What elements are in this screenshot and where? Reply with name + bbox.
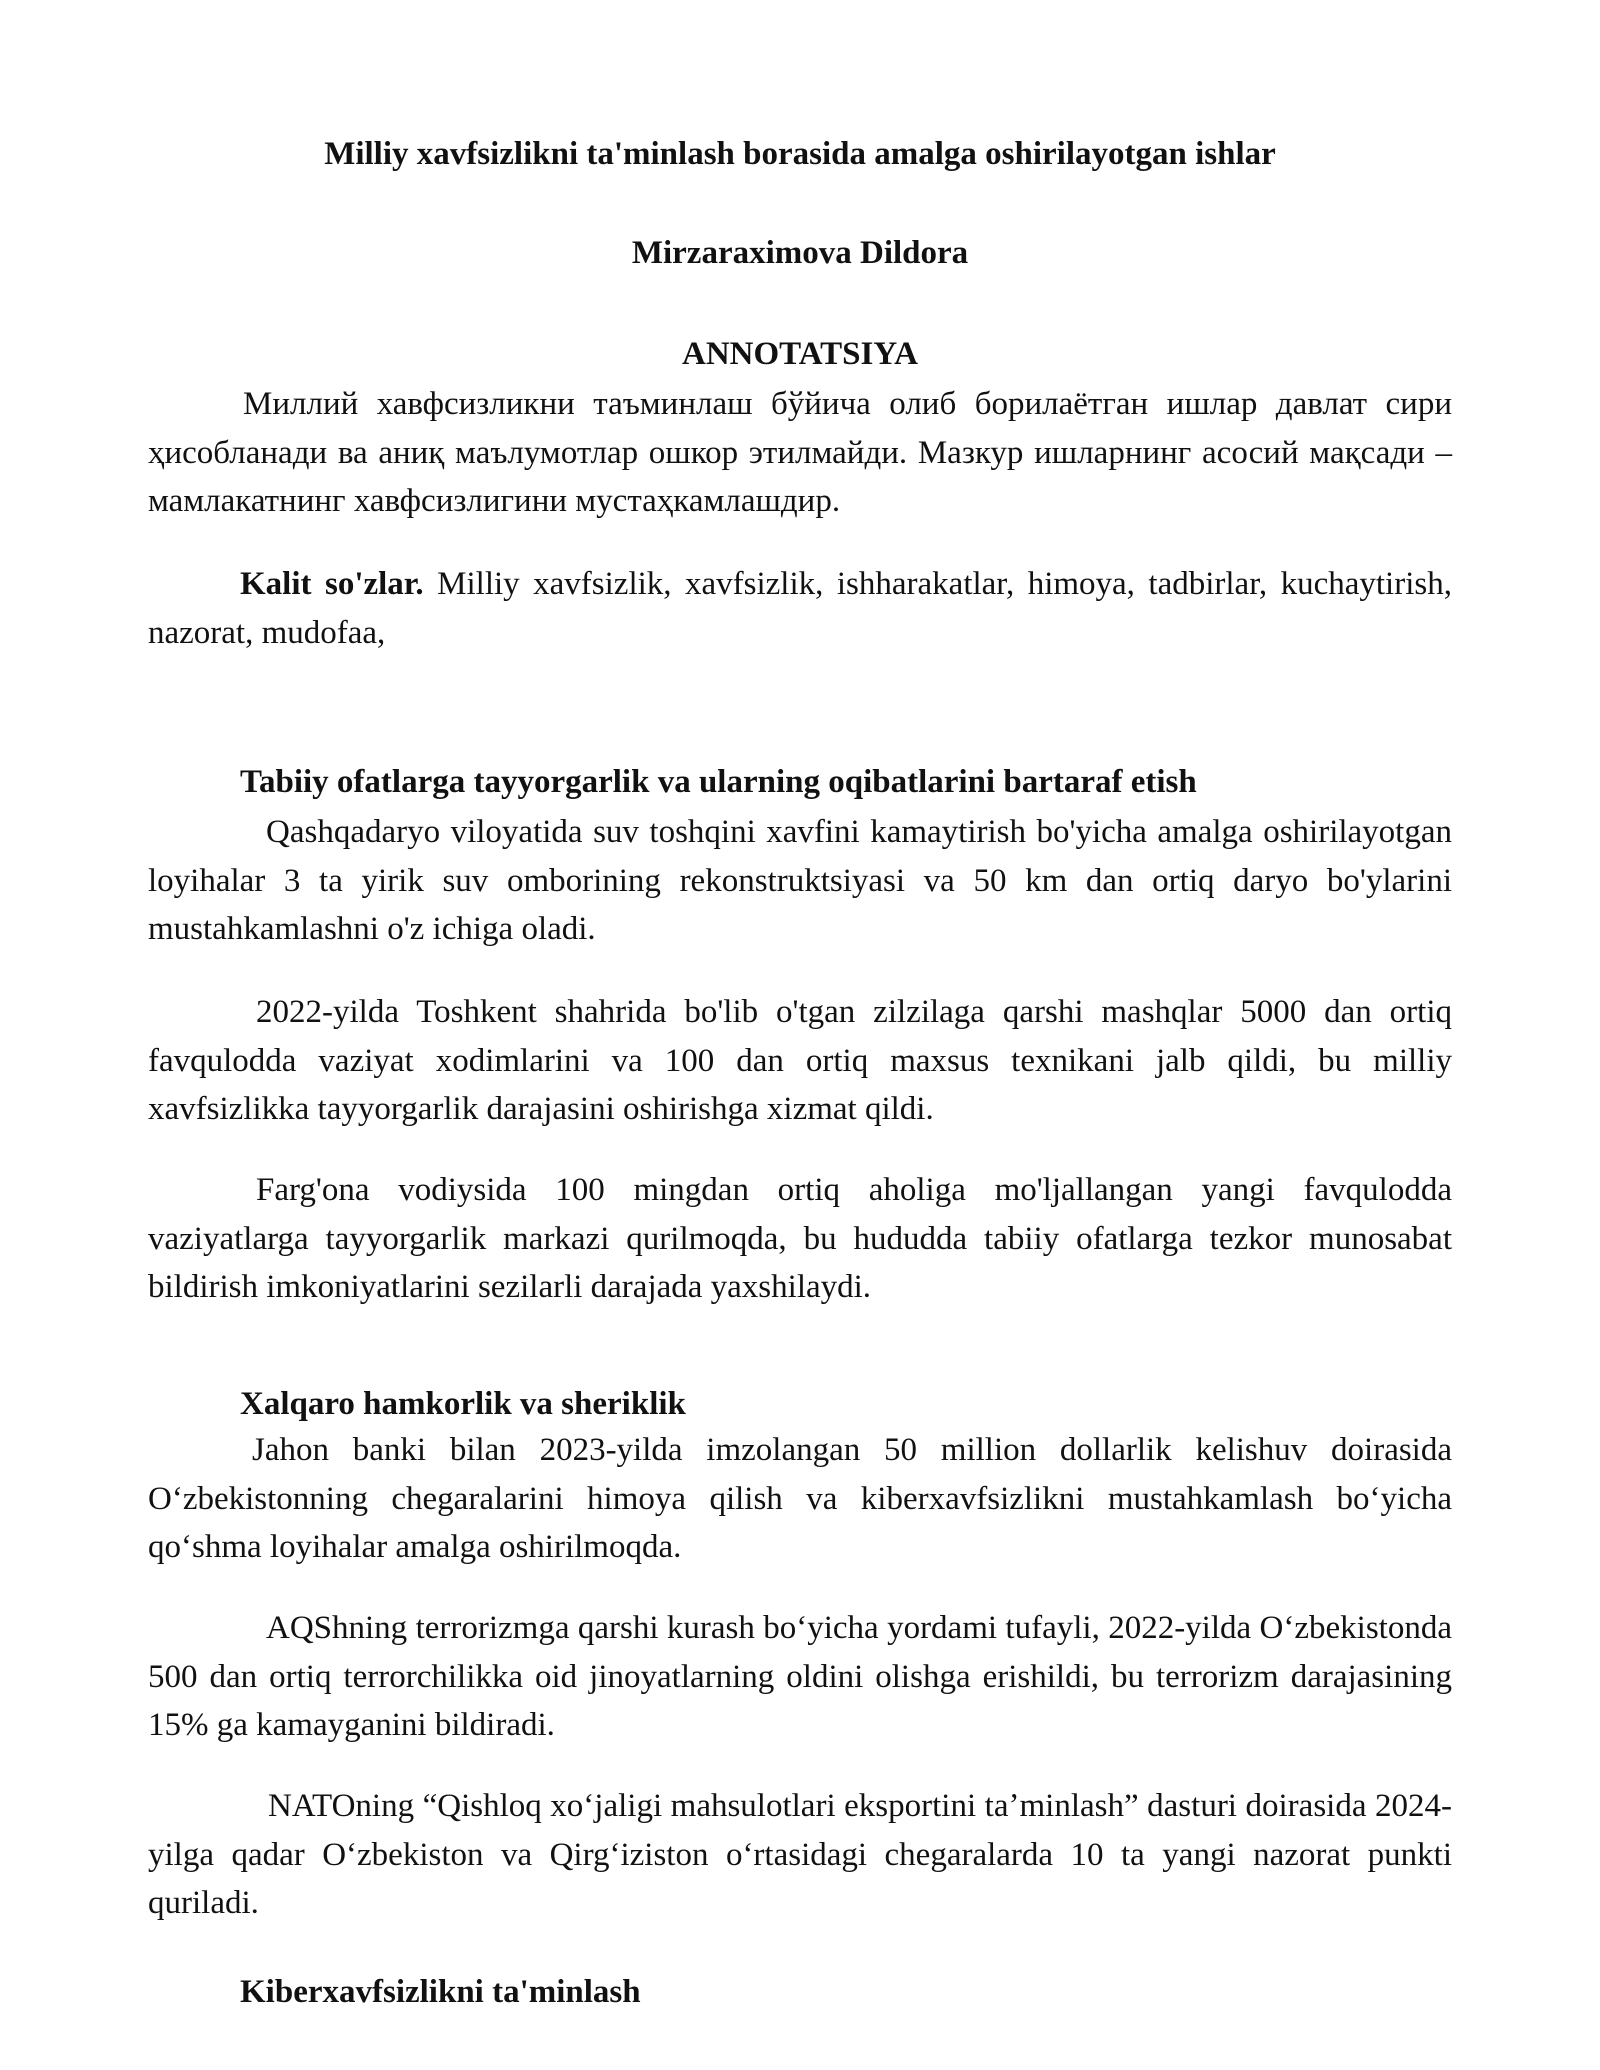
author-name: Mirzaraximova Dildora xyxy=(631,235,969,271)
annotation-text: Миллий хавфсизликни таъминлаш бўйича олиб борилаётган ишлар давлат сири ҳисобланади ва аниқ маълумотлар ошкор этилмайди. Мазкур ишларнинг асосий мақсади – мамлакатнинг хавфсизлигини мустаҳкамлашдир. xyxy=(148,386,1452,519)
keywords-label: Kalit so'zlar. xyxy=(240,566,424,602)
paragraph-world-bank: Jahon banki bilan 2023-yilda imzolangan 50 million dollarlik kelishuv doirasida Oʻzbekistonning chegaralarini himoya qilish va kiberxavfsizlikni mustahkamlash boʻyicha qoʻshma loyihalar amalga oshirilmoqda. xyxy=(148,1432,1452,1565)
document-title: Milliy xavfsizlikni ta'minlash borasida amalga oshirilayotgan ishlar xyxy=(324,136,1276,172)
paragraph-nato: NATOning “Qishloq xoʻjaligi mahsulotlari eksportini taʼminlash” dasturi doirasida 2024-yilga qadar Oʻzbekiston va Qirgʻiziston oʻrtasidagi chegaralarda 10 ta yangi nazorat punkti quriladi. xyxy=(148,1788,1452,1921)
paragraph-usa: AQShning terrorizmga qarshi kurash boʻyicha yordami tufayli, 2022-yilda Oʻzbekistonda 500 dan ortiq terrorchilikka oid jinoyatlarning oldini olishga erishildi, bu terrorizm darajasining 15% ga kamayganini bildiradi. xyxy=(148,1610,1452,1743)
document-page xyxy=(148,0,1452,2070)
paragraph-toshkent: 2022-yilda Toshkent shahrida bo'lib o'tgan zilzilaga qarshi mashqlar 5000 dan ortiq favqulodda vaziyat xodimlarini va 100 dan ortiq maxsus texnikani jalb qildi, bu milliy xavfsizlikka tayyorgarlik darajasini oshirishga xizmat qildi. xyxy=(148,994,1452,1127)
keywords-paragraph xyxy=(148,560,1452,657)
section-heading-natural-disasters: Tabiiy ofatlarga tayyorgarlik va ularning oqibatlarini bartaraf etish xyxy=(240,764,1197,800)
keywords-text: Milliy xavfsizlik, xavfsizlik, ishharakatlar, himoya, tadbirlar, kuchaytirish, nazorat, mudofaa, xyxy=(148,566,1452,651)
annotation-heading: ANNOTATSIYA xyxy=(682,336,918,372)
paragraph-qashqadaryo: Qashqadaryo viloyatida suv toshqini xavfini kamaytirish bo'yicha amalga oshirilayotgan loyihalar 3 ta yirik suv omborining rekonstruktsiyasi va 50 km dan ortiq daryo bo'ylarini mustahkamlashni o'z ichiga oladi. xyxy=(148,814,1452,947)
paragraph-fargona: Farg'ona vodiysida 100 mingdan ortiq aholiga mo'ljallangan yangi favqulodda vaziyatlarga tayyorgarlik markazi qurilmoqda, bu hududda tabiiy ofatlarga tezkor munosabat bildirish imkoniyatlarini sezilarli darajada yaxshilaydi. xyxy=(148,1172,1452,1305)
section-heading-international: Xalqaro hamkorlik va sheriklik xyxy=(240,1386,686,1422)
section-heading-cybersecurity: Kiberxavfsizlikni ta'minlash xyxy=(240,1974,641,2010)
